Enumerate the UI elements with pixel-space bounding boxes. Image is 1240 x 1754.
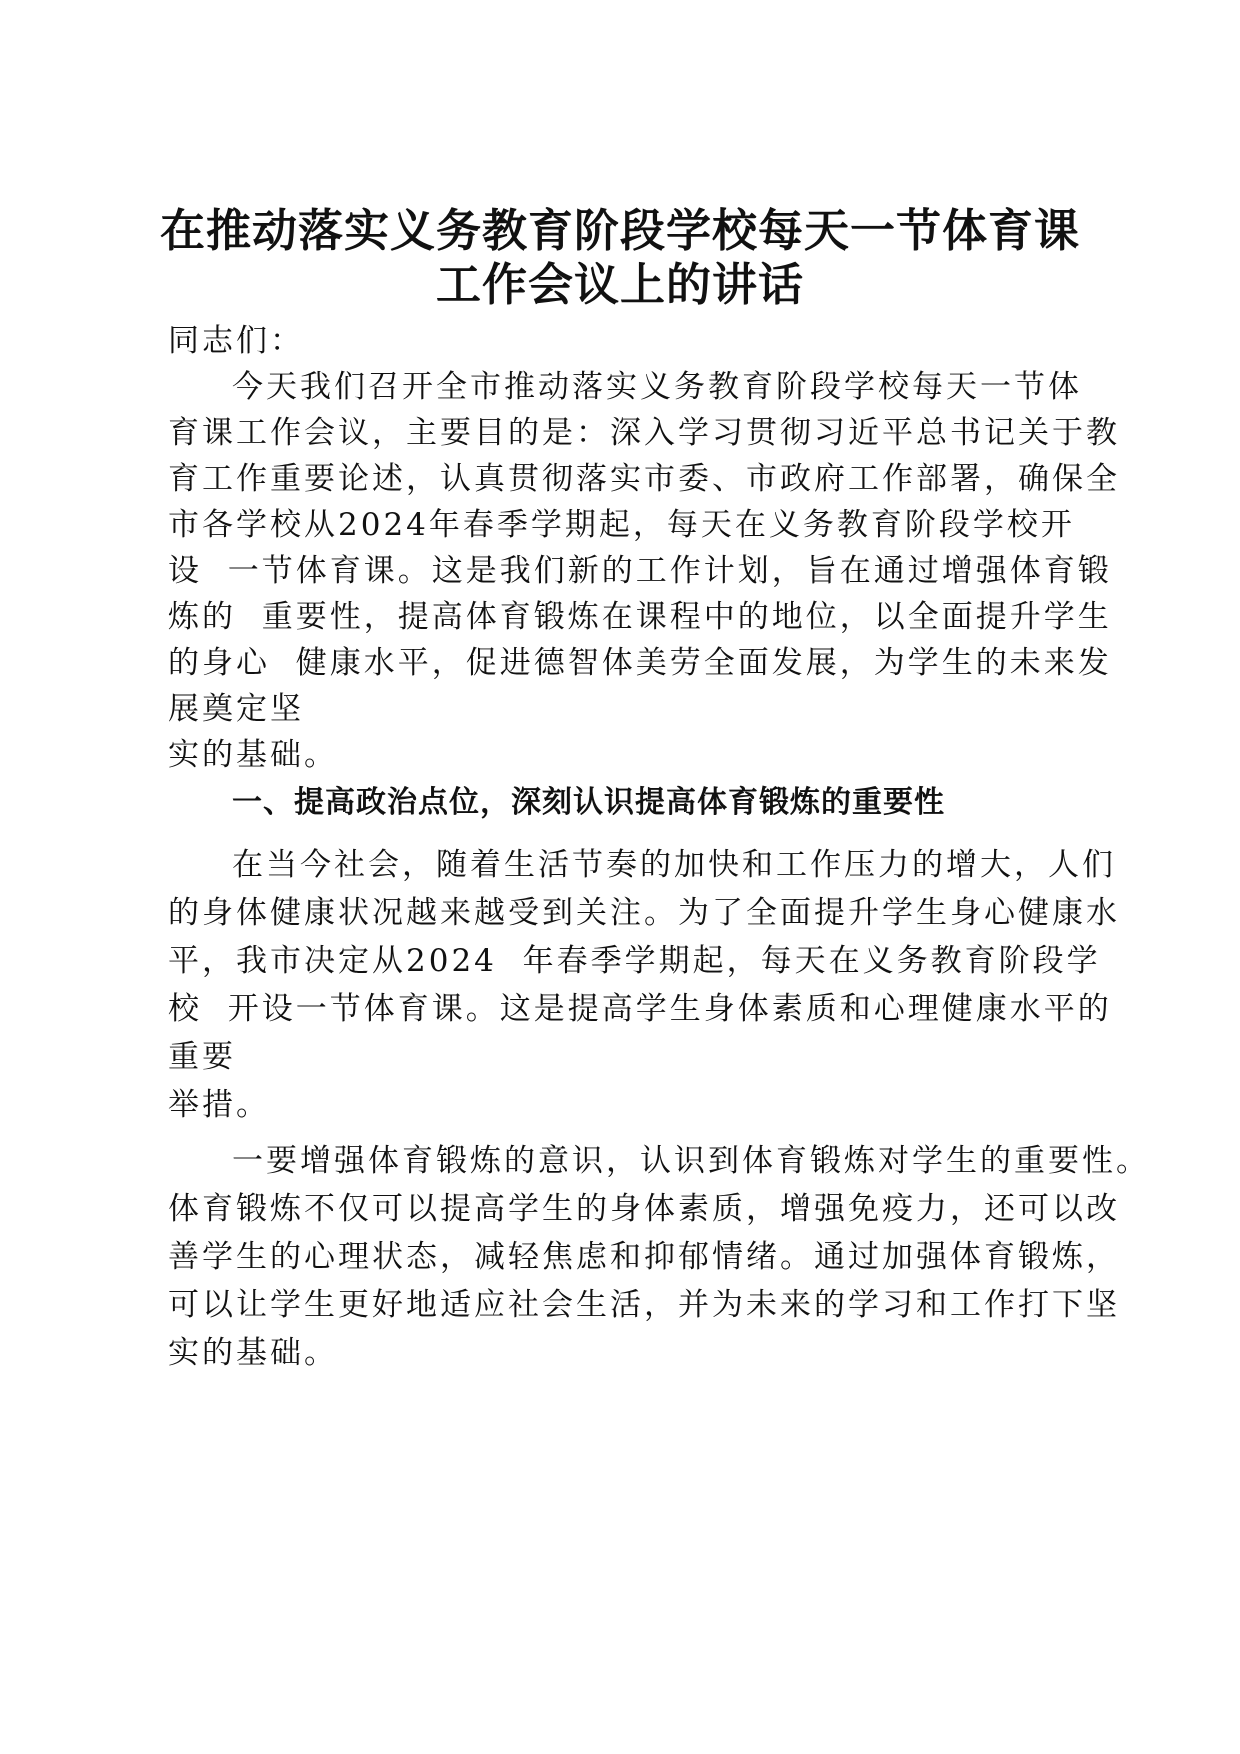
paragraph-line: 实的基础。 <box>168 1335 338 1371</box>
paragraph-line: 平，我市决定从2024 年春季学期起，每天在义务教育阶段学 <box>168 943 1101 979</box>
paragraph-line: 的身心 健康水平，促进德智体美劳全面发展，为学生的未来发 <box>168 645 1112 681</box>
paragraph-line: 实的基础。 <box>168 737 338 773</box>
paragraph-line: 市各学校从2024年春季学期起，每天在义务教育阶段学校开 <box>168 507 1075 543</box>
paragraph-line: 展奠定坚 <box>168 691 304 727</box>
paragraph-line: 的身体健康状况越来越受到关注。为了全面提升学生身心健康水 <box>168 895 1120 931</box>
salutation: 同志们： <box>168 323 304 359</box>
paragraph-line: 设 一节体育课。这是我们新的工作计划，旨在通过增强体育锻 <box>168 553 1112 589</box>
paragraph-line: 今天我们召开全市推动落实义务教育阶段学校每天一节体 <box>232 369 1082 405</box>
document-title-line-2: 工作会议上的讲话 <box>435 258 804 311</box>
paragraph-line: 育课工作会议，主要目的是：深入学习贯彻习近平总书记关于教 <box>168 415 1120 451</box>
paragraph-line: 育工作重要论述，认真贯彻落实市委、市政府工作部署，确保全 <box>168 461 1120 497</box>
section-heading: 一、提高政治点位，深刻认识提高体育锻炼的重要性 <box>232 785 945 820</box>
paragraph-line: 可以让学生更好地适应社会生活，并为未来的学习和工作打下坚 <box>168 1287 1120 1323</box>
paragraph-line: 举措。 <box>168 1087 270 1123</box>
paragraph-line: 重要 <box>168 1039 236 1075</box>
paragraph-line: 校 开设一节体育课。这是提高学生身体素质和心理健康水平的 <box>168 991 1112 1027</box>
paragraph-line: 炼的 重要性，提高体育锻炼在课程中的地位，以全面提升学生 <box>168 599 1112 635</box>
document-title-line-1: 在推动落实义务教育阶段学校每天一节体育课 <box>159 204 1080 257</box>
paragraph-line: 体育锻炼不仅可以提高学生的身体素质，增强免疫力，还可以改 <box>168 1191 1120 1227</box>
paragraph-line: 在当今社会，随着生活节奏的加快和工作压力的增大，人们 <box>232 847 1116 883</box>
paragraph-line: 一要增强体育锻炼的意识，认识到体育锻炼对学生的重要性。 <box>232 1143 1150 1179</box>
paragraph-line: 善学生的心理状态，减轻焦虑和抑郁情绪。通过加强体育锻炼， <box>168 1239 1120 1275</box>
